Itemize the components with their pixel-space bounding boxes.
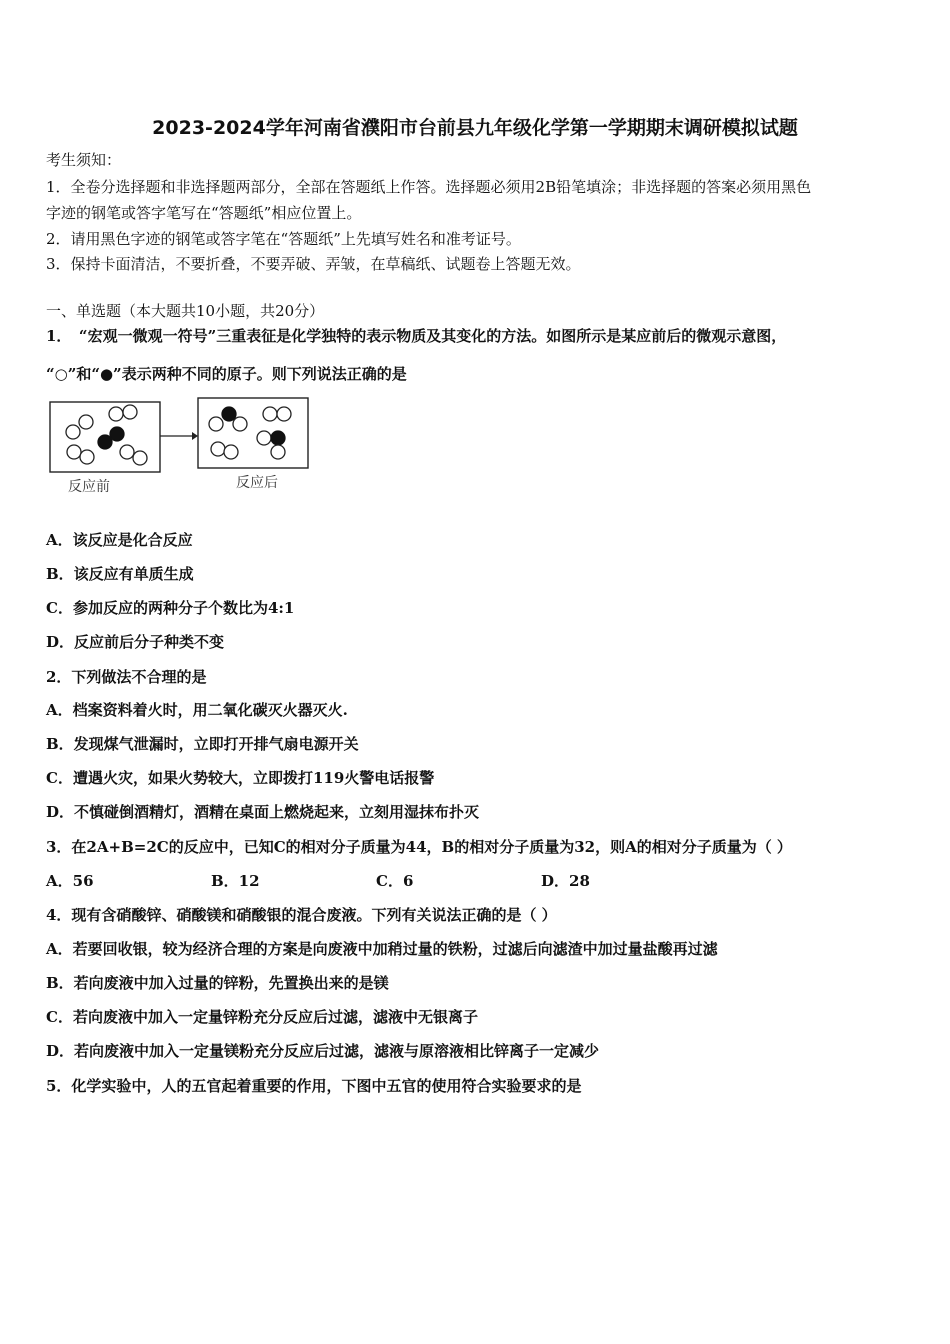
question-1-option: D．反应前后分子种类不变	[46, 633, 225, 651]
notice-item: 字迹的钢笔或答字笔写在“答题纸”相应位置上。	[46, 204, 362, 222]
question-1-option: B．该反应有单质生成	[46, 565, 194, 583]
white-atom	[109, 407, 123, 421]
question-3-option: C．6	[376, 872, 414, 890]
white-atom	[120, 445, 134, 459]
notice-item: 3．保持卡面清洁，不要折叠，不要弄破、弄皱，在草稿纸、试题卷上答题无效。	[46, 255, 581, 273]
question-2-option: D．不慎碰倒酒精灯，酒精在桌面上燃烧起来，立刻用湿抹布扑灭	[46, 803, 480, 821]
question-3-stem: 3．在2A+B=2C的反应中，已知C的相对分子质量为44，B的相对分子质量为32，则A的相对分子质量为（ ）	[46, 838, 792, 856]
question-3-option: B．12	[211, 872, 260, 890]
question-1-stem-continued: “○”和“●”表示两种不同的原子。则下列说法正确的是	[46, 365, 407, 383]
question-4-option: B．若向废液中加入过量的锌粉，先置换出来的是镁	[46, 974, 389, 992]
white-atom	[277, 407, 291, 421]
white-atom	[211, 442, 225, 456]
question-2-option: C．遭遇火灾，如果火势较大，立即拨打119火警电话报警	[46, 769, 435, 787]
question-5-stem: 5．化学实验中，人的五官起着重要的作用，下图中五官的使用符合实验要求的是	[46, 1077, 582, 1095]
black-atom	[222, 407, 236, 421]
reaction-arrow	[160, 432, 198, 440]
notice-item: 2．请用黑色字迹的钢笔或答字笔在“答题纸”上先填写姓名和准考证号。	[46, 230, 521, 248]
question-4-option: D．若向废液中加入一定量镁粉充分反应后过滤，滤液与原溶液相比锌离子一定减少	[46, 1042, 600, 1060]
white-atom	[257, 431, 271, 445]
reaction-diagram	[46, 394, 316, 498]
white-atom	[209, 417, 223, 431]
question-1-option: C．参加反应的两种分子个数比为4:1	[46, 599, 295, 617]
white-atom	[123, 405, 137, 419]
question-2-option: B．发现煤气泄漏时，立即打开排气扇电源开关	[46, 735, 359, 753]
question-3-option: D．28	[541, 872, 590, 890]
black-atom	[271, 431, 285, 445]
notice-heading: 考生须知：	[46, 151, 122, 169]
section-heading: 一、单选题（本大题共10小题，共20分）	[46, 302, 325, 320]
white-atom	[133, 451, 147, 465]
white-atom	[233, 417, 247, 431]
white-atom	[79, 415, 93, 429]
question-2-stem: 2．下列做法不合理的是	[46, 668, 207, 686]
white-atom	[80, 450, 94, 464]
question-4-stem: 4．现有含硝酸锌、硝酸镁和硝酸银的混合废液。下列有关说法正确的是（ ）	[46, 906, 557, 924]
question-4-option: C．若向废液中加入一定量锌粉充分反应后过滤，滤液中无银离子	[46, 1008, 478, 1026]
white-atom	[263, 407, 277, 421]
after-reaction-box	[198, 398, 308, 468]
white-atom	[67, 445, 81, 459]
question-1-stem: 1． “宏观一微观一符号”三重表征是化学独特的表示物质及其变化的方法。如图所示是某应前后的微观示意图，	[46, 327, 787, 345]
notice-item: 1．全卷分选择题和非选择题两部分，全部在答题纸上作答。选择题必须用2B铅笔填涂；非选择题的答案必须用黑色	[46, 178, 812, 196]
white-atom	[66, 425, 80, 439]
question-3-option: A．56	[46, 872, 94, 890]
question-4-option: A．若要回收银，较为经济合理的方案是向废液中加稍过量的铁粉，过滤后向滤渣中加过量盐酸再过滤	[46, 940, 718, 958]
white-atom	[224, 445, 238, 459]
white-atom	[271, 445, 285, 459]
black-atom	[98, 435, 112, 449]
before-reaction-label: 反应前	[68, 479, 110, 495]
black-atom	[110, 427, 124, 441]
before-reaction-box	[50, 402, 160, 472]
page-title: 2023-2024学年河南省濮阳市台前县九年级化学第一学期期末调研模拟试题	[152, 117, 798, 139]
question-2-option: A．档案资料着火时，用二氧化碳灭火器灭火.	[46, 701, 348, 719]
question-1-option: A．该反应是化合反应	[46, 531, 193, 549]
after-reaction-label: 反应后	[236, 475, 278, 491]
